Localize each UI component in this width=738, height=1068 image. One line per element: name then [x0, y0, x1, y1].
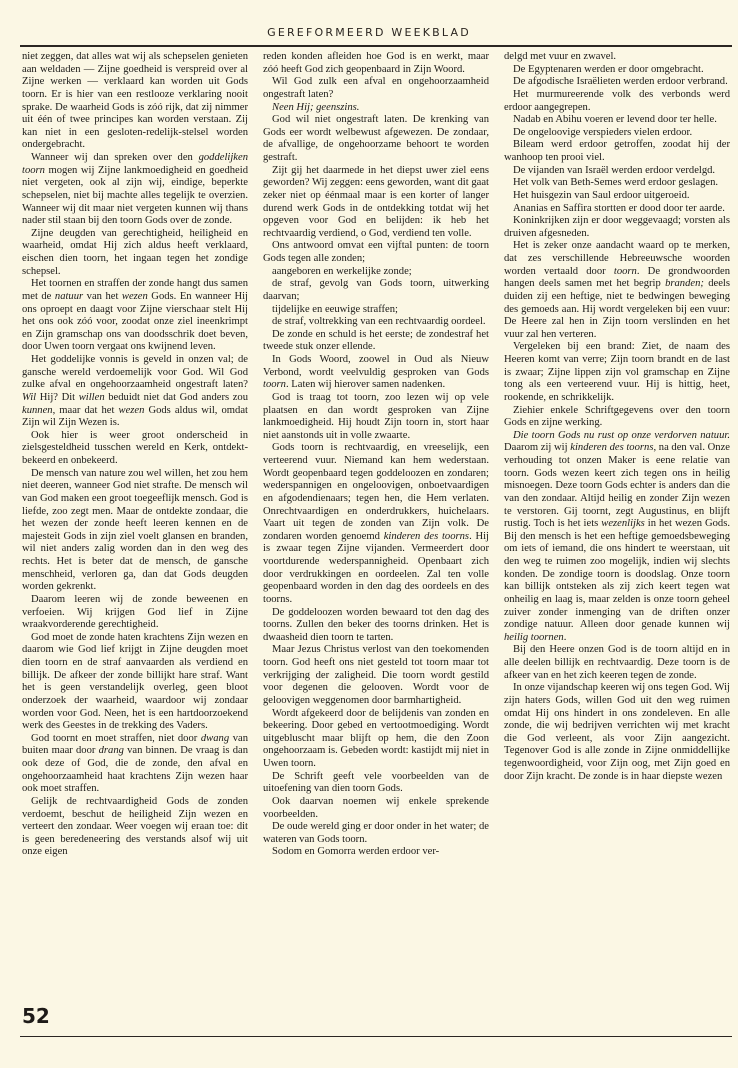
paragraph: Het is zeker onze aandacht waard op te merken, dat zes verschillende Hebreeuwsche woorden worden vertaald door toorn. De grondwoorden hangen deels samen met het begrip branden; deels duiden zij een heftige, niet te bedwingen beweging des gemoeds aan. Hij wordt vergeleken bij een vuur: De Heere zal hen in Zijn toorn verslinden en het vuur zal hen verteren.	[504, 240, 730, 340]
paragraph: Wordt afgekeerd door de belijdenis van zonden en bekeering. Door gebed en vertootmoediging. Wordt uitgebluscht maar blijft op hem, die den Zoon ongehoorzaam is. Gebeden wordt: kastijdt mij niet in Uwen toorn.	[263, 707, 489, 769]
paragraph: God wil niet ongestraft laten. De krenking van Gods eer wordt welbewust afgewezen. De zondaar, de afvallige, de ongehoorzame behoort te worden gestraft.	[263, 114, 489, 163]
paragraph: God is traag tot toorn, zoo lezen wij op vele plaatsen en dan wordt gesproken van Zijne lankmoedigheid. Hij houdt Zijn toorn in, stort haar niet aanstonds uit in volle zwaarte.	[263, 391, 489, 441]
paragraph: Het volk van Beth-Semes werd erdoor geslagen.	[513, 177, 719, 189]
paragraph: Die toorn Gods nu rust op onze verdorven natuur. Daarom zij wij kinderen des toorns, na den val. Onze verhouding tot onzen Maker is eene relatie van toorn. Gods wezen keert zich tegen ons in heilig misnoegen. Deze toorn Gods echter is anders dan die van den zondaar. Altijd heilig en zonder Zijn wezen te verstoren. Gij toornt, zegt Augustinus, en blijft rustig. Toch is het iets wezenlijks in het wezen Gods. Bij den mensch is het een heftige gemoedsbeweging om iets of iemand, die ons hindert te weerstaan, uit den weg te ruimen zoo mogelijk, indien wij slechts konden. De zondige toorn is doodslag. Onze toorn kan billijk ontsteken als zij zich keert tegen wat onheilig en laag is, maar zelden is onze toorn geheel zuiver zonder inmenging van de driften onzer zondige natuur. Alleen door genade kunnen wij heilig toornen.	[504, 429, 730, 643]
page-number: 52	[22, 1004, 50, 1028]
paragraph: Neen Hij; geenszins.	[272, 101, 360, 113]
paragraph: Het toornen en straffen der zonde hangt dus samen met de natuur van het wezen Gods. En wanneer Hij ons oproept en daagt voor Zijne vierschaar stelt Hij het ons ook zóó voor, zoodat onze ziel ineenkrimpt en Zijn gramschap ons van doodsschrik doet beven, door Uwen toorn vergaat ons kwijnend leven.	[22, 278, 248, 353]
paragraph: In onze vijandschap keeren wij ons tegen God. Wij zijn haters Gods, willen God uit den weg ruimen omdat Hij ons hindert in ons zondeleven. En alle zonde, die wij bedrijven verrichten wij met kracht die God verleent, als voor Zijn aangezicht. Tegenover God is alle zonde in Zijne onmiddellijke tegenwoordigheid, voor Zijn oog, met Zijn goed en door Zijn kracht. De zonde is in haar diepste wezen	[504, 682, 730, 782]
paragraph: reden konden afleiden hoe God is en werkt, maar zóó heeft God zich geopenbaard in Zijn Woord.	[263, 51, 489, 75]
paragraph: Het murmureerende volk des verbonds werd erdoor aangegrepen.	[504, 88, 730, 113]
paragraph: delgd met vuur en zwavel.	[504, 51, 617, 62]
text-column-middle	[263, 51, 489, 1036]
paragraph: tijdelijke en eeuwige straffen;	[272, 303, 398, 315]
paragraph: De Schrift geeft vele voorbeelden van de uitoefening van dien toorn Gods.	[263, 770, 489, 795]
paragraph: de straf, voltrekking van een rechtvaardig oordeel.	[272, 316, 486, 328]
paragraph: Zijt gij het daarmede in het diepst uwer ziel eens geworden? Wij zeggen: eens geworden, want dit gaat zeker niet op éénmaal maar is een korter of langer durend werk Gods in de ontdekking totdat wij het opgeven voor God en belijden: ik heb het rechtvaardig verdiend, o God, verdiend ten volle.	[263, 164, 489, 239]
paragraph: De ongeloovige verspieders vielen erdoor.	[513, 126, 693, 138]
paragraph: De afgodische Israëlieten werden erdoor verbrand.	[513, 76, 728, 88]
paragraph: God toornt en moet straffen, niet door dwang van buiten maar door drang van binnen. De vraag is dan ook deze of God, die de zonde, den afval en ongehoorzaamheid haat krachtens Zijn wezen haar ook moet straffen.	[22, 732, 248, 795]
paragraph: Nadab en Abihu voeren er levend door ter helle.	[513, 114, 717, 126]
paragraph: Zijne deugden van gerechtigheid, heiligheid en waarheid, omdat Hij zich aldus heeft verklaard, eischen dien toorn, het ingaan tegen het zondige schepsel.	[22, 227, 248, 277]
paragraph: Ook daarvan noemen wij enkele sprekende voorbeelden.	[263, 795, 489, 820]
paragraph: De vijanden van Israël werden erdoor verdelgd.	[513, 164, 716, 176]
paragraph: niet zeggen, dat alles wat wij als schepselen genieten aan weldaden — Zijne goedheid is verspreid over al Zijne werken — verklaard kan worden uit Gods toorn. Er is hier van een restlooze verklaring nooit sprake. De waarheid Gods is zóó rijk, dat zij nimmer uit één of twee principes kan worden verstaan. Zij kan niet in een gesloten-redelijk-stelsel worden ondergebracht.	[22, 51, 248, 151]
paragraph: In Gods Woord, zoowel in Oud als Nieuw Verbond, wordt veelvuldig gesproken van Gods toorn. Laten wij hierover samen nadenken.	[263, 354, 489, 391]
paragraph: Gelijk de rechtvaardigheid Gods de zonden verdoemt, beschut de heiligheid Zijn wezen en verteert den zondaar. Weer voegen wij eraan toe: dit is geen beredeneering des verstands alsof wij uit onze eigen	[22, 795, 248, 858]
paragraph: De zonde en schuld is het eerste; de zondestraf het tweede stuk onzer ellende.	[263, 328, 489, 353]
paragraph: Ook hier is weer groot onderscheid in zielsgesteldheid tusschen wereld en Kerk, ontdekt-bekeerd en onbekeerd.	[22, 429, 248, 466]
paragraph: Wanneer wij dan spreken over den goddelijken toorn mogen wij Zijne lankmoedigheid en goedheid niet vergeten, ook al zijn wij, eindige, beperkte schepselen, niet bij machte alles tegelijk te overzien. Wanneer wij dit maar niet vergeten kunnen wij thans nader stil staan bij den toorn Gods over de zonde.	[22, 152, 248, 227]
paragraph: Maar Jezus Christus verlost van den toekomenden toorn. God heeft ons niet gesteld tot toorn maar tot verkrijging der zaligheid. Die toorn wordt gestild voor degenen die gelooven. Wordt voor de geloovigen weggenomen door barmhartigheid.	[263, 644, 489, 706]
paragraph: Gods toorn is rechtvaardig, en vreeselijk, een verteerend vuur. Niemand kan hem wederstaan. Wordt geopenbaard tegen goddeloozen en zondaren; wederspannigen en ongeloovigen, onboetvaardigen en afgodendienaars; tegen hen, die Hem verlaten. Onrechtvaardigen en onderdrukkers, huichelaars. Vaart uit tegen de zonden van Zijn volk. De zondaren worden genoemd kinderen des toorns. Hij is zwaar tegen Zijne vijanden. Vermeerdert door voortdurende wederspannigheid. Openbaart zich door verdrukkingen en oordeelen. Zal ten volle geopenbaard worden in den dag des oordeels en des toorns.	[263, 442, 489, 605]
paragraph: aangeboren en werkelijke zonde;	[272, 265, 412, 277]
paragraph: Het huisgezin van Saul erdoor uitgeroeid.	[513, 189, 690, 201]
article-body	[22, 51, 730, 1036]
paragraph: De oude wereld ging er door onder in het water; de wateren van Gods toorn.	[263, 821, 489, 845]
paragraph: Ananias en Saffira stortten er dood door ter aarde.	[513, 202, 725, 214]
paragraph: Koninkrijken zijn er door weggevaagd; vorsten als druiven afgesneden.	[504, 215, 730, 239]
text-column-right	[504, 51, 730, 1036]
text-column-left	[22, 51, 248, 1036]
paragraph: Het goddelijke vonnis is geveld in onzen val; de gansche wereld verdoemelijk voor God. Wil God zulke afval en ongehoorzaamheid ongestraft laten? Wil Hij? Dit willen beduidt niet dat God anders zou kunnen, maar dat het wezen Gods aldus wil, omdat Zijn wil Zijn Wezen is.	[22, 354, 248, 429]
running-header: GEREFORMEERD WEEKBLAD	[267, 26, 471, 39]
paragraph: Bileam werd erdoor getroffen, zoodat hij der wanhoop ten prooi viel.	[504, 139, 730, 163]
paragraph: Daarom leeren wij de zonde beweenen en verfoeien. Wij krijgen God lief in Zijne wraakvorderende gerechtigheid.	[22, 593, 248, 631]
paragraph: De Egyptenaren werden er door omgebracht.	[513, 63, 704, 75]
paragraph: de straf, gevolg van Gods toorn, uitwerking daarvan;	[263, 278, 489, 302]
paragraph: Bij den Heere onzen God is de toorn altijd en in alle deelen billijk en rechtvaardig. Deze toorn is de afkeer van en het zich keeren tegen de zonde.	[504, 644, 730, 681]
header-rule	[20, 45, 732, 47]
paragraph: De mensch van nature zou wel willen, het zou hem niet deeren, wanneer God niet strafte. De mensch wil van God maken een groot toegeeflijk mensch. God is liefde, zoo zegt men. Maar de ontdekte zondaar, die het wezen der zonde heeft leeren kennen en de majesteit Gods in zijn ziel voelt glansen en branden, wil niet anders zalig worden dan in den weg des rechts. Het is beter dat de mensch, de gansche menschheid, verloren ga, dan dat Gods deugden worden gekrenkt.	[22, 467, 248, 593]
paragraph: Wil God zulk een afval en ongehoorzaamheid ongestraft laten?	[263, 76, 489, 100]
footer-rule	[20, 1036, 732, 1037]
paragraph: God moet de zonde haten krachtens Zijn wezen en daarom wie God lief krijgt in Zijne deugden moet dien toorn en de straf aanvaarden als verdiend en billijk. De afkeer der zonde billijkt hare straf. Want het is geen verstandelijk overleg, geen bloot onderzoek der waarheid, waardoor wij zondaar worden voor God. Neen, het is een hartdoorzoekend werk des Geestes in de trekking des Vaders.	[22, 631, 248, 732]
paragraph: Ons antwoord omvat een vijftal punten: de toorn Gods tegen alle zonden;	[263, 240, 489, 264]
paragraph: Ziehier enkele Schriftgegevens over den toorn Gods en zijne werking.	[504, 404, 730, 429]
paragraph: Vergeleken bij een brand: Ziet, de naam des Heeren komt van verre; Zijn toorn brandt en de last is zwaar; Zijne lippen zijn vol gramschap en Zijne tong als een verteerend vuur. Hij is hittig, heet, rookende, en schrikkelijk.	[504, 341, 730, 403]
paragraph: De goddeloozen worden bewaard tot den dag des toorns. Zullen den beker des toorns drinken. Het is dwaasheid dien toorn te tarten.	[263, 606, 489, 643]
paragraph: Sodom en Gomorra werden erdoor ver-	[272, 846, 440, 858]
